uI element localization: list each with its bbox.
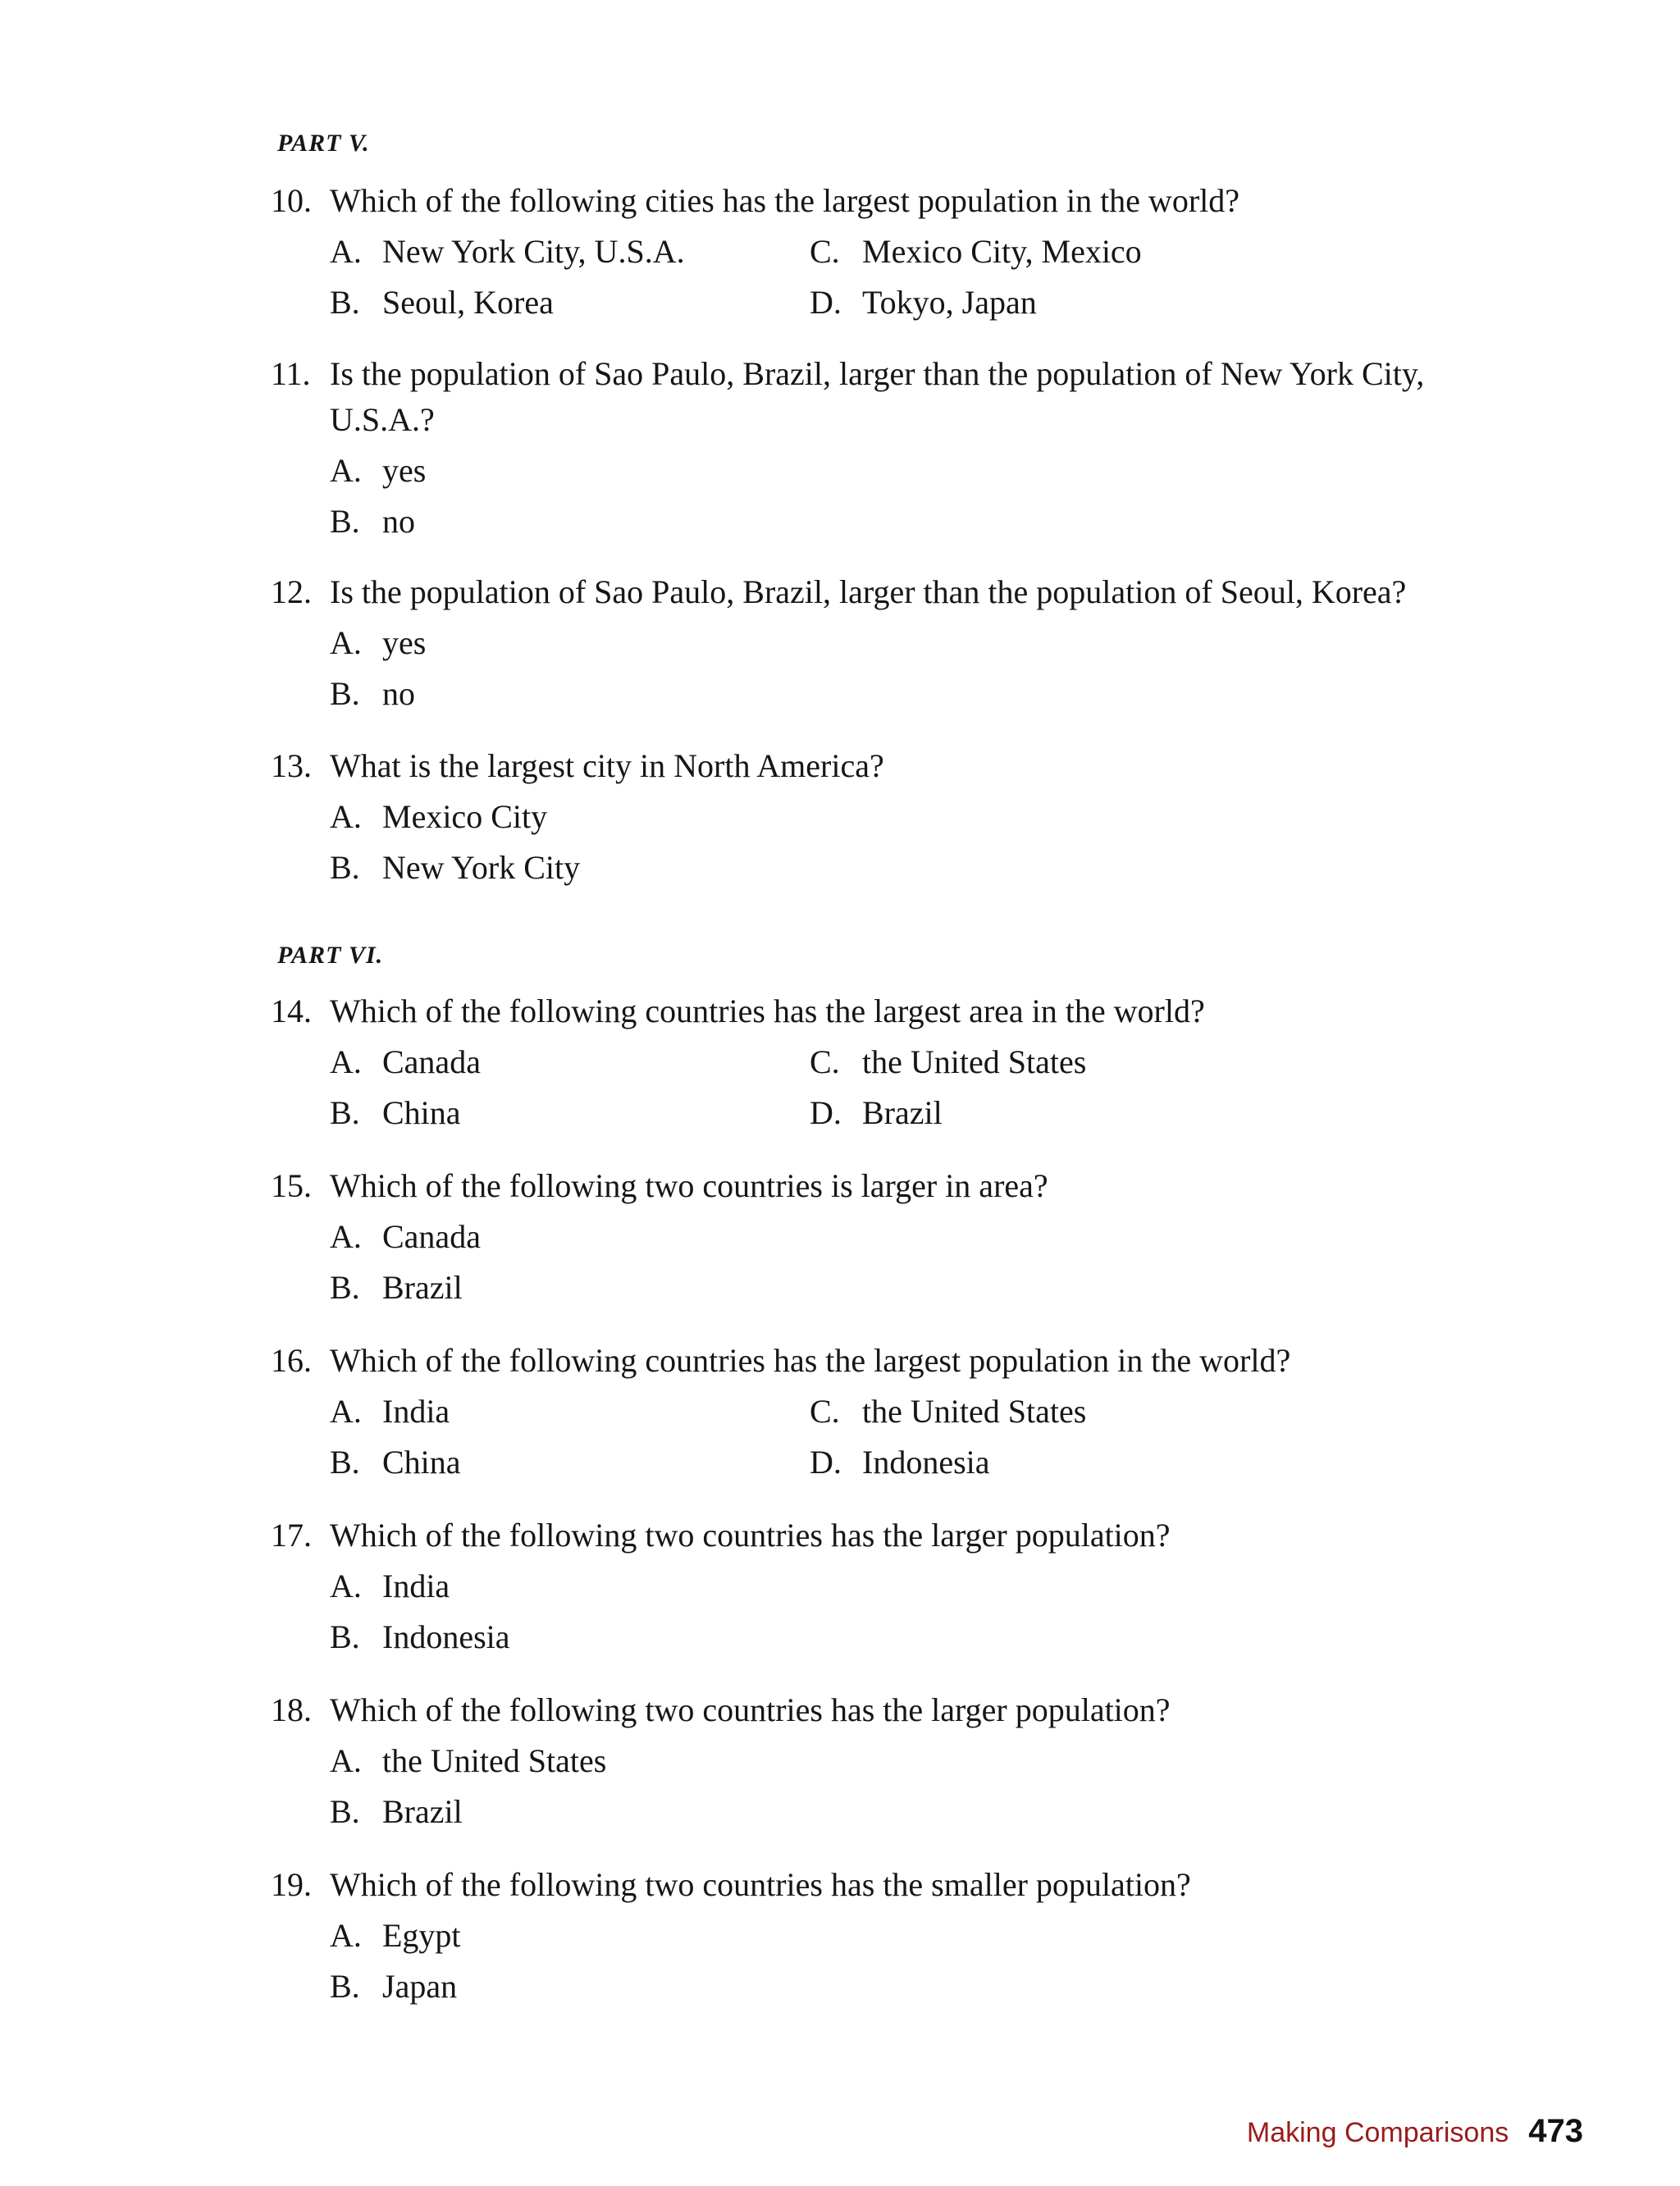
answer-option: B. Indonesia [330, 1618, 510, 1655]
question-number: 11. [271, 355, 311, 392]
answer-option: B. no [330, 675, 415, 712]
answer-option: A. New York City, U.S.A. [330, 233, 685, 270]
question-number: 13. [271, 747, 312, 784]
question-14 [271, 988, 1616, 1136]
question-text: Which of the following cities has the largest population in the world? [330, 182, 1240, 219]
question-number: 15. [271, 1167, 312, 1204]
question-11 [271, 351, 1518, 545]
answer-option: A. Canada [330, 1043, 481, 1080]
question-text: Which of the following two countries has the smaller population? [330, 1866, 1191, 1903]
question-text: Is the population of Sao Paulo, Brazil, larger than the population of New York City, U.S.A.? [330, 355, 1425, 438]
chapter-title: Making Comparisons [1246, 2117, 1509, 2148]
answer-option: B. China [330, 1094, 461, 1131]
part-heading: PART V. [277, 130, 370, 157]
answer-option: A. Egypt [330, 1917, 461, 1954]
question-text: Is the population of Sao Paulo, Brazil, larger than the population of Seoul, Korea? [330, 573, 1407, 610]
part-heading: PART VI. [277, 942, 384, 969]
answer-option: A. yes [330, 452, 427, 489]
question-18 [271, 1687, 1616, 1835]
answer-option: A. Mexico City [330, 798, 548, 835]
question-12 [271, 569, 1616, 717]
answer-option: B. New York City [330, 849, 581, 886]
page-number: 473 [1528, 2113, 1583, 2149]
answer-option: B. China [330, 1444, 461, 1481]
page-footer [1247, 2113, 1583, 2150]
answer-option: A. Canada [330, 1218, 481, 1255]
answer-option: B. Japan [330, 1968, 458, 2005]
answer-option: A. India [330, 1568, 450, 1604]
question-text: Which of the following two countries has the larger population? [330, 1691, 1171, 1728]
question-13 [271, 743, 1616, 891]
question-number: 12. [271, 573, 312, 610]
question-15 [271, 1163, 1616, 1311]
question-10 [271, 178, 1616, 326]
answer-option: B. Brazil [330, 1269, 463, 1306]
answer-option: D. Indonesia [810, 1444, 990, 1481]
question-number: 10. [271, 182, 312, 219]
answer-option: B. Brazil [330, 1793, 463, 1830]
question-number: 16. [271, 1342, 312, 1379]
answer-option: B. Seoul, Korea [330, 284, 554, 321]
question-text: Which of the following countries has the largest area in the world? [330, 993, 1205, 1029]
answer-option: C. Mexico City, Mexico [810, 233, 1142, 270]
answer-option: D. Brazil [810, 1094, 943, 1131]
question-17 [271, 1513, 1616, 1660]
answer-option: D. Tokyo, Japan [810, 284, 1037, 321]
question-number: 14. [271, 993, 312, 1029]
answer-option: A. yes [330, 624, 427, 661]
question-text: Which of the following two countries is larger in area? [330, 1167, 1048, 1204]
question-number: 19. [271, 1866, 312, 1903]
answer-option: C. the United States [810, 1043, 1087, 1080]
question-16 [271, 1338, 1616, 1485]
question-19 [271, 1862, 1616, 2010]
question-number: 18. [271, 1691, 312, 1728]
question-number: 17. [271, 1517, 312, 1554]
answer-option: C. the United States [810, 1393, 1087, 1430]
question-text: Which of the following two countries has the larger population? [330, 1517, 1171, 1554]
answer-option: A. India [330, 1393, 450, 1430]
question-text: What is the largest city in North America? [330, 747, 884, 784]
answer-option: A. the United States [330, 1742, 607, 1779]
question-text: Which of the following countries has the largest population in the world? [330, 1342, 1291, 1379]
answer-option: B. no [330, 503, 415, 540]
